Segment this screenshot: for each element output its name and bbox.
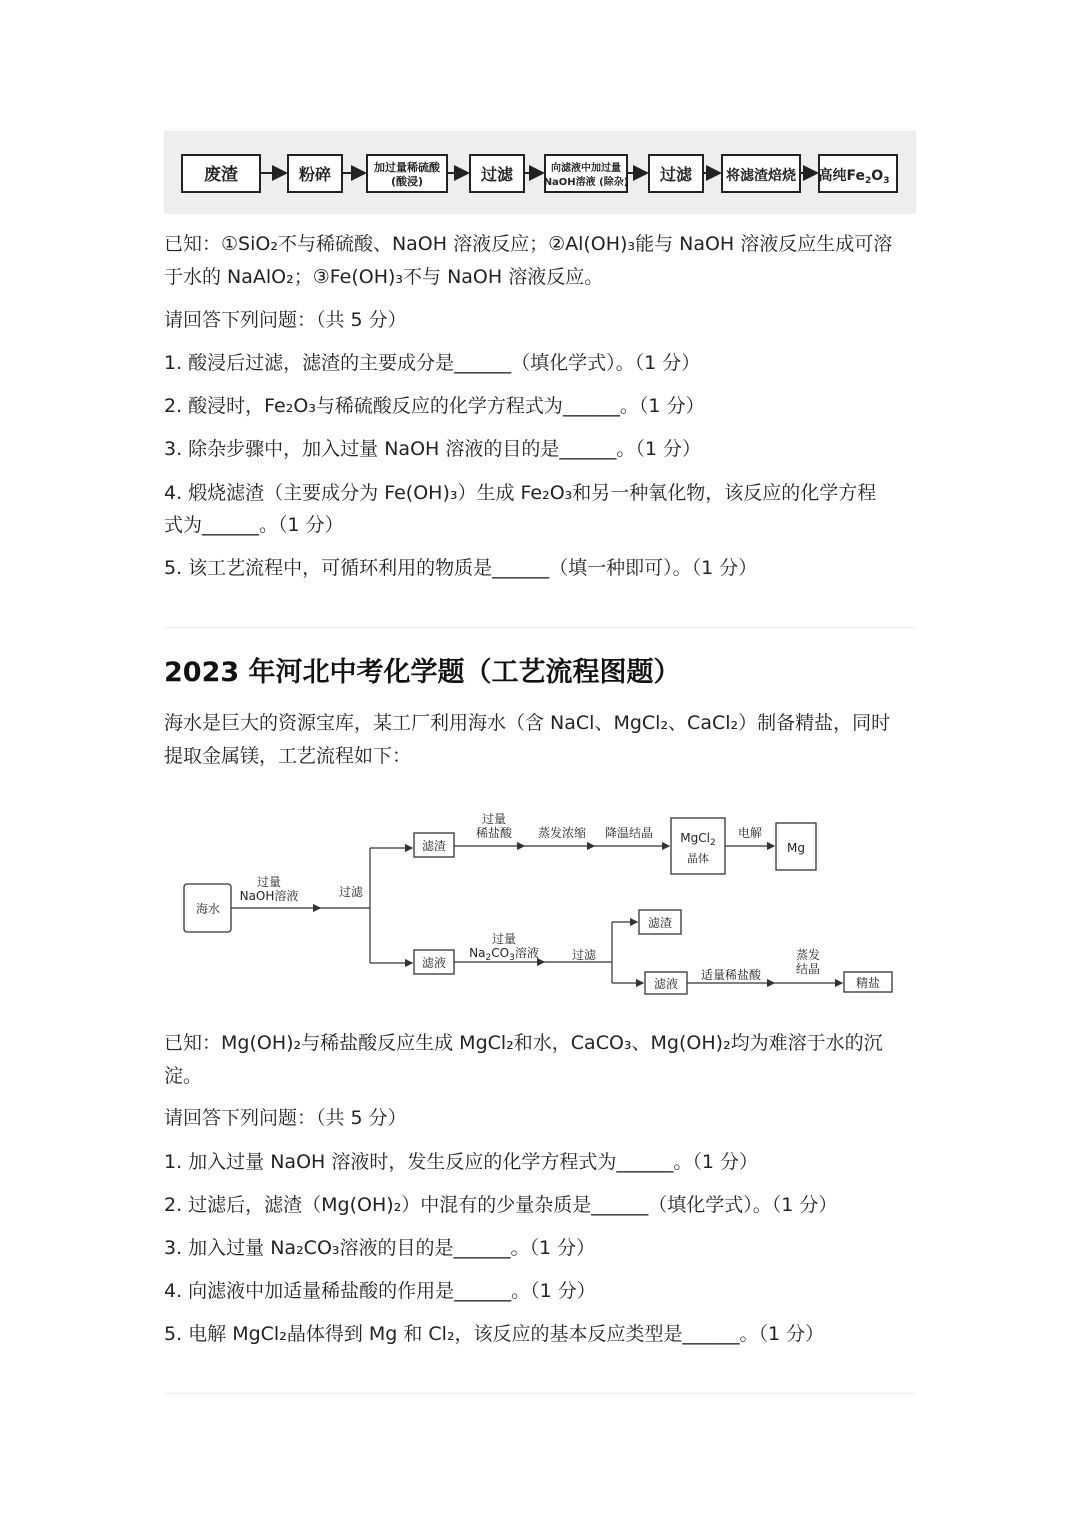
section2-question-2: 2. 过滤后，滤渣（Mg(OH)₂）中混有的少量杂质是______（填化学式）。（1 分） (164, 1194, 838, 1216)
section2-intro-line-1: 海水是巨大的资源宝库，某工厂利用海水（含 NaCl、MgCl₂、CaCl₂）制备精盐，同时 (164, 712, 891, 734)
flow2-label-evaporate: 蒸发 (795, 948, 821, 962)
section1-question-1: 1. 酸浸后过滤，滤渣的主要成分是______（填化学式）。（1 分） (164, 352, 701, 374)
flow-chart-2 (178, 804, 913, 1004)
section1-question-3: 3. 除杂步骤中，加入过量 NaOH 溶液的目的是______。（1 分） (164, 438, 701, 460)
flow2-label-mgcl2-sub: 2 (709, 838, 716, 848)
flow2-label-na2co3-sub-3: 3 (509, 953, 515, 963)
flow1-label-roast: 将滤渣焙烧 (726, 168, 796, 184)
flow-chart-1 (164, 131, 916, 214)
flow1-label-product-text: 高纯Fe (818, 168, 866, 184)
flow-chart-1-svg (164, 131, 916, 214)
flow1-label-product-o: O (871, 168, 884, 184)
flow1-label-filter-1: 过滤 (480, 165, 514, 184)
flow2-label-seawater: 海水 (195, 902, 221, 916)
flow1-label-filter-2: 过滤 (659, 165, 693, 184)
flow2-label-excess-1: 过量 (256, 875, 282, 889)
flow2-label-cool-crystallize: 降温结晶 (604, 826, 654, 840)
flow1-label-product-sub-3: 3 (883, 176, 890, 186)
section1-known-line-1: 已知：①SiO₂不与稀硫酸、NaOH 溶液反应；②Al(OH)₃能与 NaOH 溶液反应生成可溶 (164, 233, 893, 255)
flow2-label-crystal: 晶体 (687, 852, 709, 865)
flow2-label-dilute-hcl: 稀盐酸 (475, 826, 513, 840)
section1-question-4-line-2: 式为______。（1 分） (164, 514, 344, 536)
flow2-label-filter-1: 过滤 (338, 885, 364, 899)
flow2-label-mgcl2-text: MgCl (680, 831, 710, 845)
section2-intro-line-2: 提取金属镁，工艺流程如下： (164, 745, 412, 767)
flow2-label-filtrate-left: 滤液 (421, 956, 447, 970)
section2-known-line-1: 已知：Mg(OH)₂与稀盐酸反应生成 MgCl₂和水，CaCO₃、Mg(OH)₂均为难溶于水的沉 (164, 1032, 883, 1054)
flow-chart-2-svg (178, 804, 913, 1004)
flow1-label-acid-1: 加过量稀硫酸 (374, 161, 440, 174)
section1-prompt: 请回答下列问题：（共 5 分） (164, 309, 407, 331)
section-divider-2 (164, 1393, 916, 1394)
flow2-label-appropriate-hcl: 适量稀盐酸 (700, 968, 762, 982)
section2-question-3: 3. 加入过量 Na₂CO₃溶液的目的是______。（1 分） (164, 1237, 596, 1259)
flow2-label-electrolysis: 电解 (737, 826, 763, 840)
flow2-label-na2co3-sub-2: 2 (485, 953, 492, 963)
section1-question-4-line-1: 4. 煅烧滤渣（主要成分为 Fe(OH)₃）生成 Fe₂O₃和另一种氧化物，该反应的化学方程 (164, 482, 877, 504)
flow2-label-residue-bottom: 滤渣 (647, 916, 673, 930)
flow2-label-filtrate-right: 滤液 (653, 977, 679, 991)
flow1-label-waste: 废渣 (204, 165, 238, 185)
flow2-label-excess-3: 过量 (491, 932, 517, 946)
flow2-label-filter-2: 过滤 (571, 948, 597, 962)
flow2-label-mg: Mg (787, 841, 805, 855)
section2-prompt: 请回答下列问题：（共 5 分） (164, 1107, 407, 1129)
section2-question-5: 5. 电解 MgCl₂晶体得到 Mg 和 Cl₂，该反应的基本反应类型是______。（1 分） (164, 1323, 825, 1345)
flow2-label-crystallize: 结晶 (795, 962, 821, 976)
flow2-label-evaporate-concentrate: 蒸发浓缩 (537, 826, 587, 840)
section1-question-5: 5. 该工艺流程中，可循环利用的物质是______（填一种即可）。（1 分） (164, 557, 758, 579)
flow2-box-mgcl2 (671, 818, 725, 874)
flow1-label-naoh-2: NaOH溶液 (除杂) (543, 177, 629, 188)
section2-known-line-2: 淀。 (164, 1065, 203, 1087)
flow2-label-na2co3-co: CO (491, 946, 510, 960)
flow1-label-product (819, 167, 890, 186)
section2-question-4: 4. 向滤液中加适量稀盐酸的作用是______。（1 分） (164, 1280, 596, 1302)
section2-title: 2023 年河北中考化学题（工艺流程图题） (164, 657, 681, 688)
flow2-label-residue-top: 滤渣 (421, 839, 447, 853)
flow1-label-crush: 粉碎 (298, 165, 332, 184)
flow1-label-naoh-1: 向滤液中加过量 (551, 163, 621, 174)
flow2-label-refined-salt: 精盐 (855, 976, 881, 990)
flow1-label-acid-2: (酸浸) (390, 175, 424, 188)
section1-known-line-2: 于水的 NaAlO₂；③Fe(OH)₃不与 NaOH 溶液反应。 (164, 266, 604, 288)
flow2-label-na2co3-solution: 溶液 (514, 946, 539, 960)
flow2-label-na2co3 (469, 945, 539, 963)
section2-question-1: 1. 加入过量 NaOH 溶液时，发生反应的化学方程式为______。（1 分） (164, 1151, 758, 1173)
section1-question-2: 2. 酸浸时，Fe₂O₃与稀硫酸反应的化学方程式为______。（1 分） (164, 395, 705, 417)
flow1-label-product-sub-2: 2 (865, 176, 872, 186)
flow2-label-na2co3-na: Na (469, 946, 486, 960)
flow2-label-naoh: NaOH溶液 (239, 889, 299, 903)
flow2-label-excess-2: 过量 (481, 812, 507, 826)
section-divider-1 (164, 627, 916, 628)
